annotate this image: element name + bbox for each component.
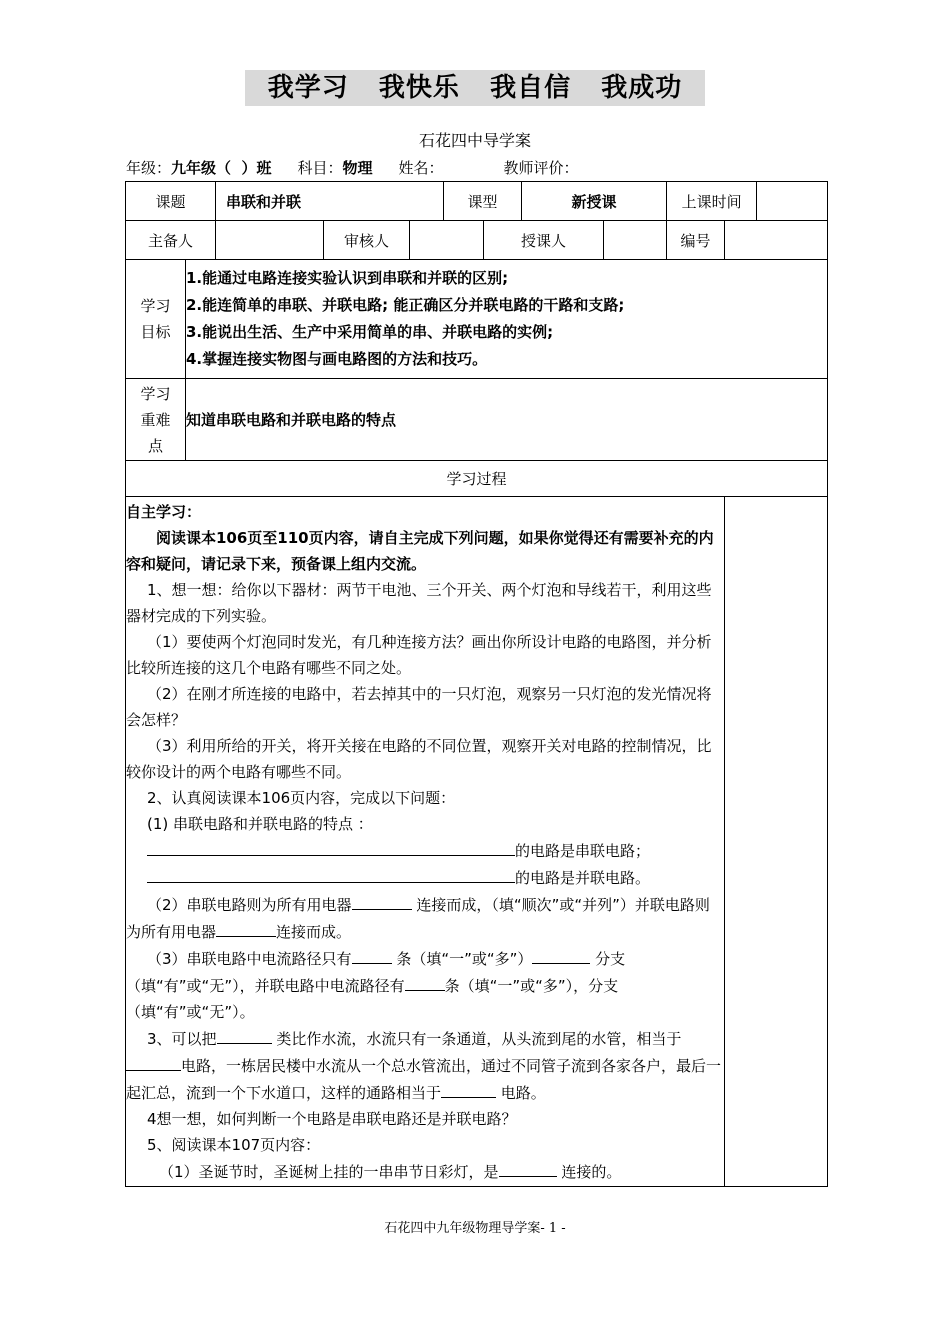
number-label: 编号 (667, 221, 725, 260)
reading-intro: 阅读课本106页至110页内容，请自主完成下列问题，如果你觉得还有需要补充的内容和疑问，请记录下来，预备课上组内交流。 (126, 528, 714, 573)
subject-value: 物理 (342, 159, 373, 177)
question-5-1: （1）圣诞节时，圣诞树上挂的一串串节日彩灯，是 连接的。 (126, 1158, 724, 1185)
key-points-label: 学习 重难 点 (126, 379, 186, 461)
answer-blank[interactable] (441, 1079, 496, 1098)
question-2: 2、认真阅读课本106页内容，完成以下问题： (147, 788, 456, 807)
answer-blank[interactable] (352, 945, 392, 964)
topic-value: 串联和并联 (216, 182, 444, 221)
answer-blank[interactable] (405, 972, 445, 991)
student-info-line (126, 157, 579, 178)
answer-blank[interactable] (126, 1052, 181, 1071)
question-2-1a: 的电路是串联电路； (126, 837, 724, 864)
class-time-value (757, 182, 828, 221)
goals-label: 学习 目标 (126, 260, 186, 379)
reviewer-value (410, 221, 484, 260)
goal-item: 4.掌握连接实物图与画电路图的方法和技巧。 (186, 350, 488, 368)
learning-goals (186, 260, 828, 379)
teacher-label: 授课人 (484, 221, 604, 260)
question-1-2: （2）在刚才所连接的电路中，若去掉其中的一只灯泡，观察另一只灯泡的发光情况将会怎样？ (126, 684, 712, 729)
motto-banner: 我学习 我快乐 我自信 我成功 (245, 70, 705, 106)
question-2-1b: 的电路是并联电路。 (126, 864, 724, 891)
page-footer: 石花四中九年级物理导学案- 1 - (384, 1221, 566, 1236)
teacher-eval-label: 教师评价： (503, 159, 579, 177)
lesson-plan-table (125, 181, 828, 1187)
question-1-3: （3）利用所给的开关，将开关接在电路的不同位置，观察开关对电路的控制情况，比较你设计的两个电路有哪些不同。 (126, 736, 712, 781)
self-study-heading: 自主学习： (126, 502, 202, 521)
question-2-3: （3）串联电路中电流路径只有 条（填“一”或“多”） 分支（填“有”或“无”），并联电路中电流路径有 条（填“一”或“多”），分支（填“有”或“无”）。 (126, 945, 724, 1025)
answer-blank[interactable] (532, 945, 590, 964)
type-label: 课型 (444, 182, 522, 221)
question-4: 4想一想，如何判断一个电路是串联电路还是并联电路？ (147, 1109, 517, 1128)
goal-item: 1.能通过电路连接实验认识到串联和并联的区别; (186, 269, 509, 287)
answer-blank[interactable] (217, 1025, 272, 1044)
preparer-value (216, 221, 324, 260)
preparer-label: 主备人 (126, 221, 216, 260)
class-time-label: 上课时间 (667, 182, 757, 221)
question-1: 1、想一想：给你以下器材：两节干电池、三个开关、两个灯泡和导线若干，利用这些器材完成的下列实验。 (126, 580, 712, 625)
reviewer-label: 审核人 (324, 221, 410, 260)
topic-label: 课题 (126, 182, 216, 221)
answer-blank[interactable] (499, 1158, 557, 1177)
answer-blank[interactable] (147, 864, 515, 883)
subject-label: 科目： (297, 159, 343, 177)
question-1-1: （1）要使两个灯泡同时发光，有几种连接方法？画出你所设计电路的电路图，并分析比较所连接的这几个电路有哪些不同之处。 (126, 632, 712, 677)
type-value: 新授课 (522, 182, 667, 221)
notes-column (725, 497, 828, 1187)
goal-item: 2.能连简单的串联、并联电路; 能正确区分并联电路的干路和支路; (186, 296, 625, 314)
teacher-value (604, 221, 667, 260)
question-2-2: （2）串联电路则为所有用电器 连接而成，（填“顺次”或“并列”）并联电路则为所有用电器 连接而成。 (126, 891, 724, 945)
answer-blank[interactable] (352, 891, 412, 910)
answer-blank[interactable] (147, 837, 515, 856)
grade-value: 九年级（ ）班 (171, 159, 272, 177)
grade-label: 年级： (126, 159, 172, 177)
name-label: 姓名： (398, 159, 444, 177)
self-study-section (126, 497, 725, 1187)
process-label: 学习过程 (126, 461, 828, 497)
question-2-1: (1) 串联电路和并联电路的特点 ： (147, 814, 373, 833)
answer-blank[interactable] (216, 918, 276, 937)
question-3: 3、可以把 类比作水流，水流只有一条通道，从头流到尾的水管，相当于电路，一栋居民楼中水流从一个总水管流出，通过不同管子流到各家各户，最后一起汇总，流到一个下水道口，这样的通路相当于 电路。 (126, 1025, 724, 1106)
goal-item: 3.能说出生活、生产中采用简单的串、并联电路的实例; (186, 323, 554, 341)
number-value (725, 221, 828, 260)
page-title: 石花四中导学案 (418, 131, 531, 150)
question-5: 5、阅读课本107页内容： (147, 1135, 321, 1154)
key-points-value: 知道串联电路和并联电路的特点 (186, 379, 828, 461)
